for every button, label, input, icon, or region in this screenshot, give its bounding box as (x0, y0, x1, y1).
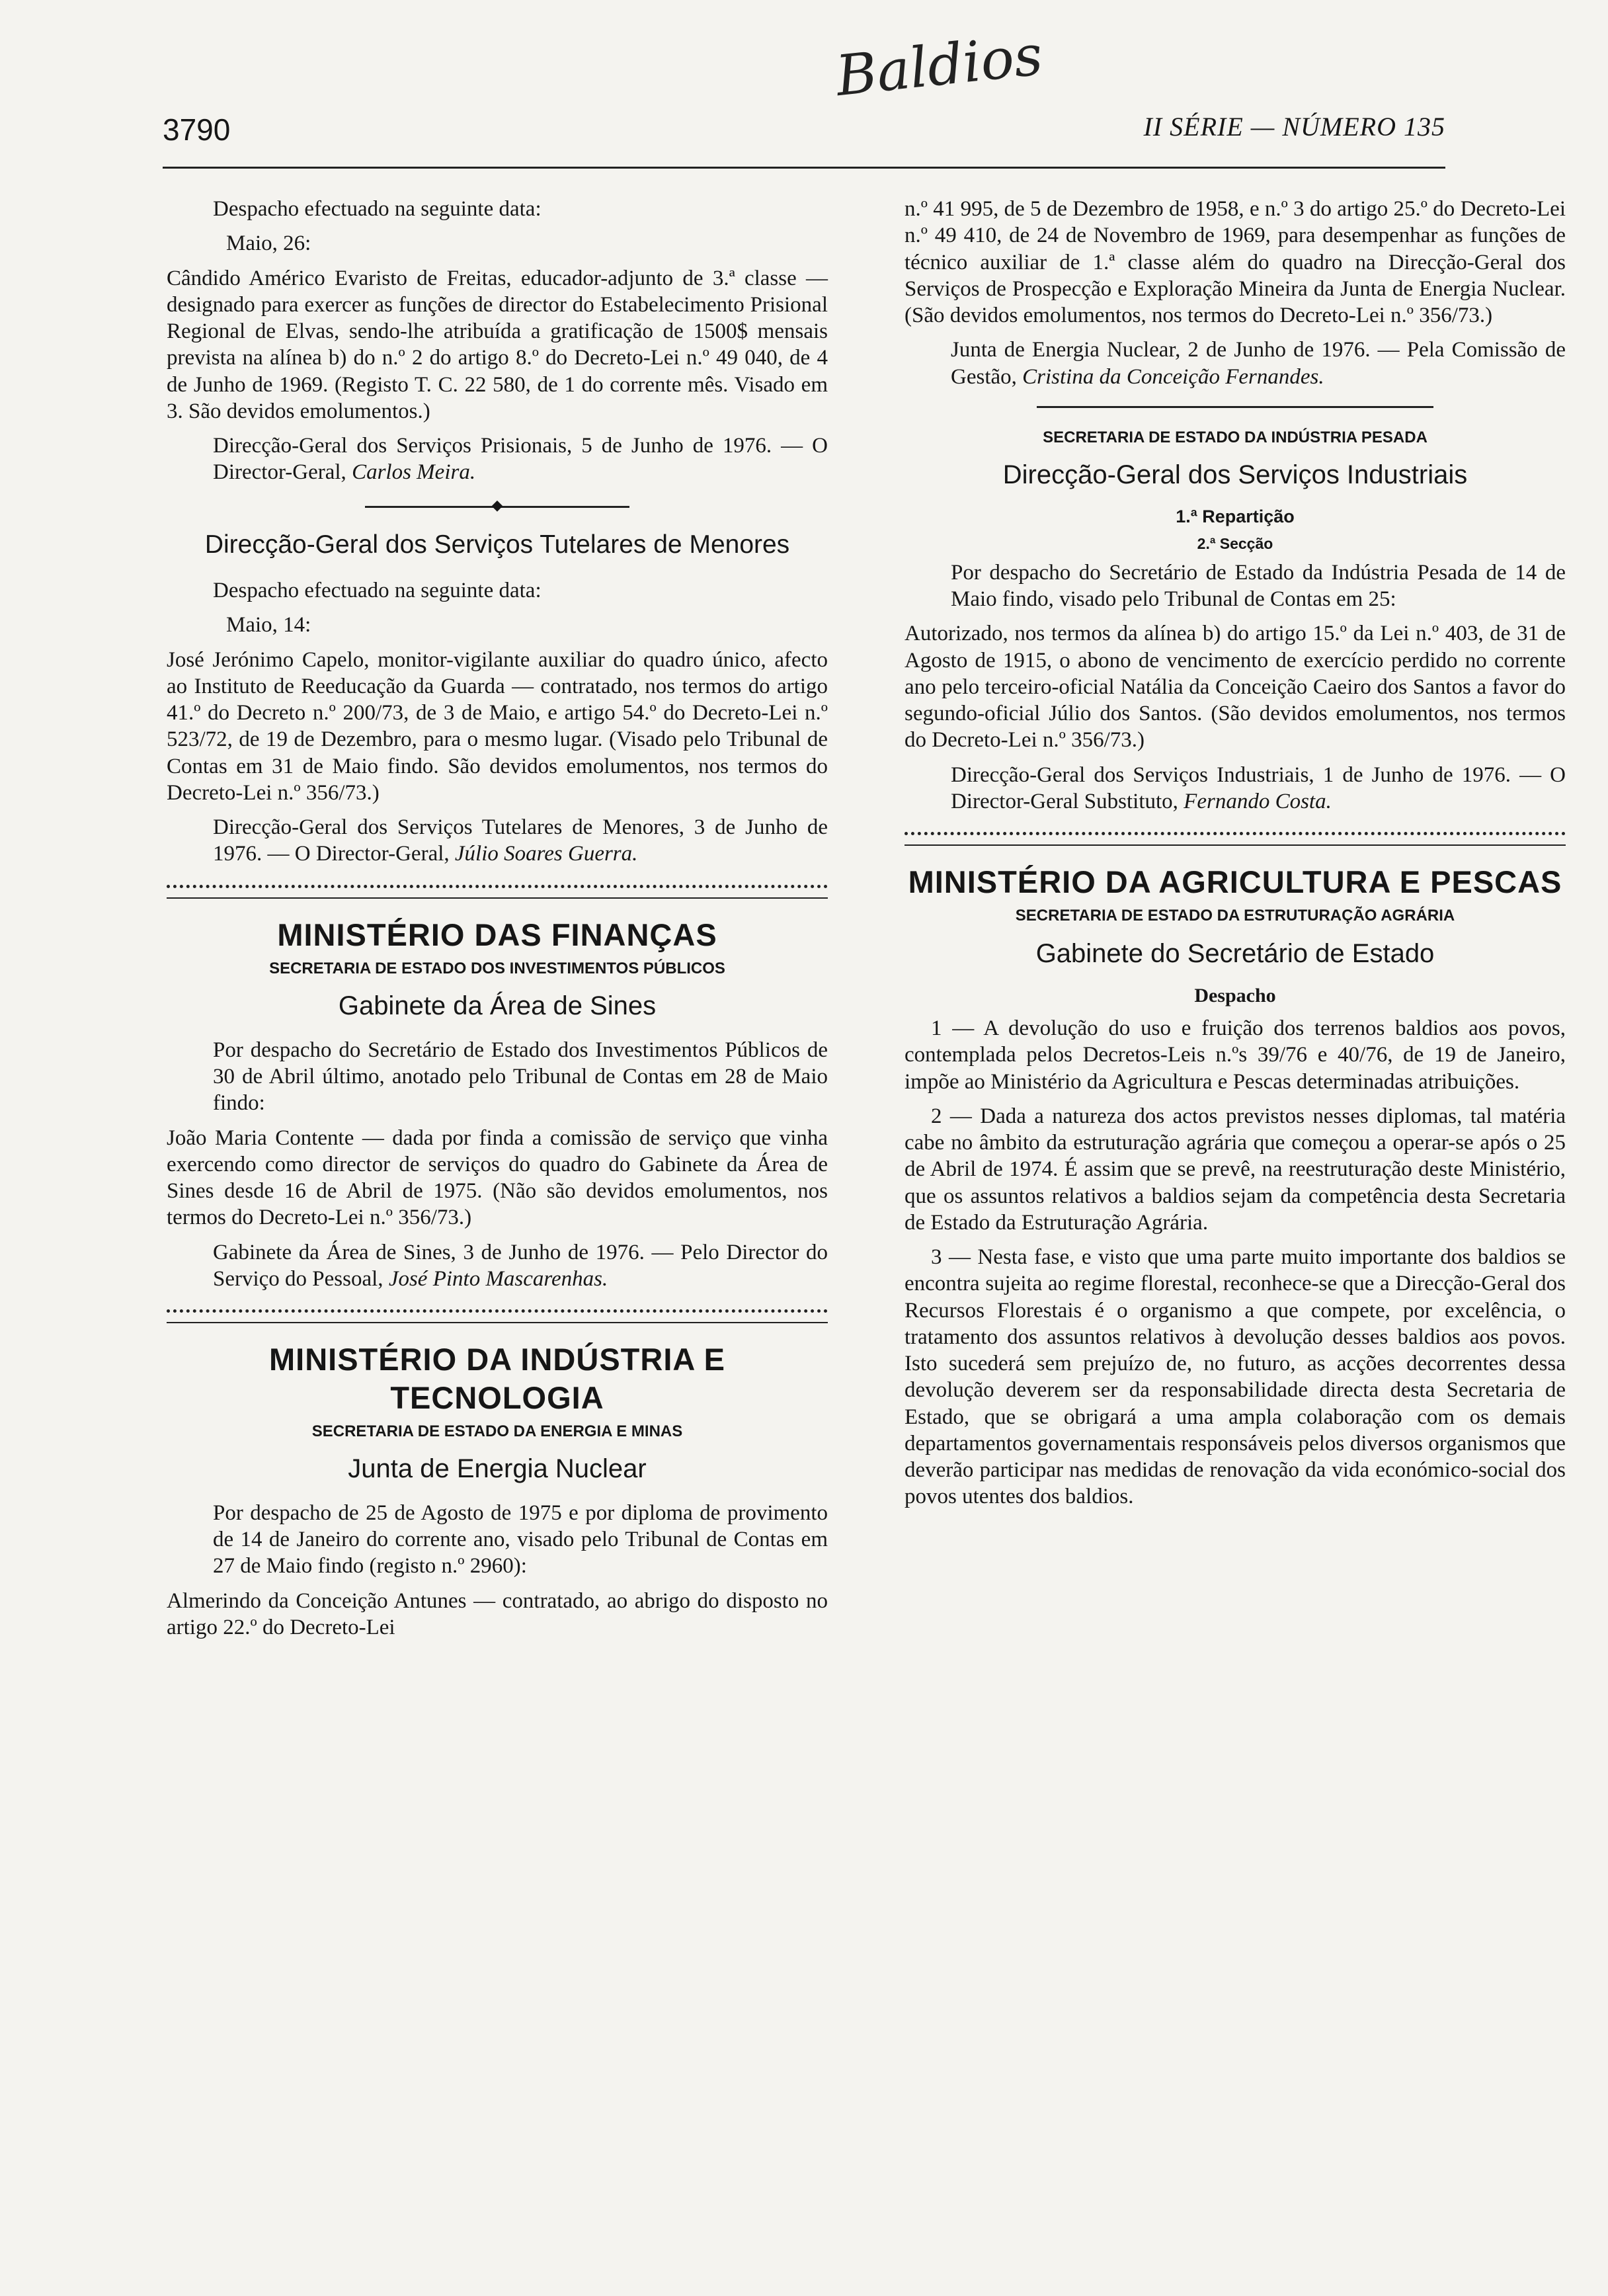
page-number: 3790 (163, 112, 231, 147)
office-heading: Junta de Energia Nuclear (348, 1454, 647, 1484)
series-number: II SÉRIE — NÚMERO 135 (1143, 112, 1445, 142)
despacho-date: Maio, 14: (226, 613, 311, 637)
despacho-intro: Por despacho do Secretário de Estado da Indústria Pesada de 14 de Maio findo, visado pelo Tribunal de Contas em 25: (951, 560, 1566, 612)
despacho-paragraph: 2 — Dada a natureza dos actos previstos nesses diplomas, tal matéria cabe no âmbito da estruturação agrária que começou a operar-se após o 25 de Abril de 1974. É assim que se prevê, na reestruturação deste Ministério, que os assuntos relativos a baldios sejam da competência desta Secretaria de Estado da Estruturação Agrária. (904, 1104, 1566, 1235)
signature-place: Junta de Energia Nuclear, 2 de Junho de 1976. — Pela Comissão de Gestão, (951, 338, 1566, 389)
despacho-title: Despacho (1194, 985, 1276, 1007)
signature-name: Júlio Soares Guerra. (454, 842, 638, 866)
signature-place: Direcção-Geral dos Serviços Tutelares de Menores, 3 de Junho de 1976. — O Director-Geral, (213, 815, 828, 866)
ministry-heading: MINISTÉRIO DA AGRICULTURA E PESCAS (908, 864, 1562, 900)
right-column (904, 196, 1566, 1518)
section-divider (365, 506, 629, 508)
despacho-body: João Maria Contente — dada por finda a comissão de serviço que vinha exercendo como director de serviços do quadro do Gabinete da Área de Sines desde 16 de Abril de 1975. (Não são devidos emolumentos, nos termos do Decreto-Lei n.º 356/73.) (167, 1126, 828, 1230)
signature-name: Carlos Meira. (352, 460, 476, 485)
office-heading: Gabinete do Secretário de Estado (1035, 938, 1435, 968)
despacho-body: Almerindo da Conceição Antunes — contratado, ao abrigo do disposto no artigo 22.º do Decreto-Lei (167, 1588, 828, 1639)
signature-place: Gabinete da Área de Sines, 3 de Junho de 1976. — Pelo Director do Serviço do Pessoal, (213, 1240, 828, 1291)
repartition-heading: 1.ª Repartição (1176, 506, 1295, 526)
signature-name: Cristina da Conceição Fernandes. (1022, 364, 1324, 389)
ornamental-divider (167, 885, 828, 899)
signature-place: Direcção-Geral dos Serviços Prisionais, 5 de Junho de 1976. — O Director-Geral, (213, 434, 828, 485)
department-heading: Direcção-Geral dos Serviços Industriais (1002, 460, 1468, 490)
despacho-paragraph: 3 — Nesta fase, e visto que uma parte muito importante dos baldios se encontra sujeita ao regime florestal, reconhece-se que a Direcção-Geral dos Recursos Florestais é o organismo a que compete, por excelência, o tratamento dos assuntos relativos à devolução desses baldios aos povos. Isto sucederá sem prejuízo de, no futuro, as acções decorrentes dessa devolução deverem ser da responsabilidade directa desta Secretaria de Estado, que se obrigará a uma ampla colaboração com os demais departamentos governamentais responsáveis pelos diversos organismos que deverão participar nas medidas de renovação da vida económico-social dos povos utentes dos baldios. (904, 1245, 1566, 1509)
ornamental-divider (904, 832, 1566, 846)
signature-name: José Pinto Mascarenhas. (388, 1266, 608, 1291)
despacho-body: José Jerónimo Capelo, monitor-vigilante auxiliar do quadro único, afecto ao Instituto de Reeducação da Guarda — contratado, nos termos do artigo 41.º do Decreto n.º 200/73, de 3 de Maio, e artigo 54.º do Decreto-Lei n.º 523/72, de 19 de Dezembro, para o mesmo lugar. (Visado pelo Tribunal de Contas em 31 de Maio findo. São devidos emolumentos, nos termos do Decreto-Lei n.º 356/73.) (167, 647, 828, 805)
ministry-heading: MINISTÉRIO DA INDÚSTRIA E TECNOLOGIA (269, 1342, 725, 1415)
despacho-date: Maio, 26: (226, 231, 311, 256)
despacho-body: Autorizado, nos termos da alínea b) do artigo 15.º da Lei n.º 403, de 31 de Agosto de 1915, o abono de vencimento de exercício perdido no corrente ano pelo terceiro-oficial Natália da Conceição Caeiro dos Santos a favor do segundo-oficial Júlio dos Santos. (São devidos emolumentos, nos termos do Decreto-Lei n.º 356/73.) (904, 622, 1566, 753)
secretariat-heading: SECRETARIA DE ESTADO DA ESTRUTURAÇÃO AGRÁRIA (1015, 907, 1455, 925)
despacho-intro: Despacho efectuado na seguinte data: (213, 579, 542, 603)
despacho-intro: Despacho efectuado na seguinte data: (213, 197, 542, 221)
signature-line (167, 814, 828, 868)
signature-name: Fernando Costa. (1184, 789, 1332, 813)
signature-line (904, 337, 1566, 390)
despacho-intro: Por despacho de 25 de Agosto de 1975 e por diploma de provimento de 14 de Janeiro do corrente ano, visado pelo Tribunal de Contas em 27 de Maio findo (registo n.º 2960): (213, 1500, 828, 1578)
left-column (167, 196, 828, 1649)
despacho-continuation: n.º 41 995, de 5 de Dezembro de 1958, e n.º 3 do artigo 25.º do Decreto-Lei n.º 49 410, de 24 de Novembro de 1969, para desempenhar as funções de técnico auxiliar de 1.ª classe além do quadro na Direcção-Geral dos Serviços de Prospecção e Exploração Mineira da Junta de Energia Nuclear. (São devidos emolumentos, nos termos do Decreto-Lei n.º 356/73.) (904, 197, 1566, 327)
secretariat-heading: SECRETARIA DE ESTADO DA ENERGIA E MINAS (311, 1422, 683, 1440)
office-heading: Gabinete da Área de Sines (338, 991, 657, 1021)
signature-line (167, 1239, 828, 1293)
ornamental-divider (167, 1309, 828, 1323)
handwritten-annotation: Baldios (832, 22, 1046, 109)
secretariat-heading: SECRETARIA DE ESTADO DA INDÚSTRIA PESADA (1043, 428, 1427, 446)
page-header (163, 111, 1445, 169)
despacho-paragraph: 1 — A devolução do uso e fruição dos terrenos baldios aos povos, contemplada pelos Decretos-Leis n.ºs 39/76 e 40/76, de 19 de Janeiro, impõe ao Ministério da Agricultura e Pescas determinadas atribuições. (904, 1016, 1566, 1094)
signature-place: Direcção-Geral dos Serviços Industriais, 1 de Junho de 1976. — O Director-Geral Substituto, (951, 762, 1566, 813)
despacho-intro: Por despacho do Secretário de Estado dos Investimentos Públicos de 30 de Abril último, anotado pelo Tribunal de Contas em 28 de Maio findo: (213, 1038, 828, 1116)
ministry-heading: MINISTÉRIO DAS FINANÇAS (277, 917, 717, 952)
despacho-body: Cândido Américo Evaristo de Freitas, educador-adjunto de 3.ª classe — designado para exercer as funções de director do Estabelecimento Prisional Regional de Elvas, sendo-lhe atribuída a gratificação de 1500$ mensais prevista na alínea b) do n.º 2 do artigo 8.º do Decreto-Lei n.º 49 040, de 4 de Junho de 1969. (Registo T. C. 22 580, de 1 do corrente mês. Visado em 3. São devidos emolumentos.) (167, 266, 828, 423)
secretariat-heading: SECRETARIA DE ESTADO DOS INVESTIMENTOS PÚBLICOS (269, 959, 725, 977)
signature-line (904, 762, 1566, 815)
signature-line (167, 432, 828, 486)
section-heading: 2.ª Secção (1197, 534, 1273, 552)
section-divider (1037, 406, 1433, 408)
department-heading: Direcção-Geral dos Serviços Tutelares de Menores (204, 530, 790, 559)
